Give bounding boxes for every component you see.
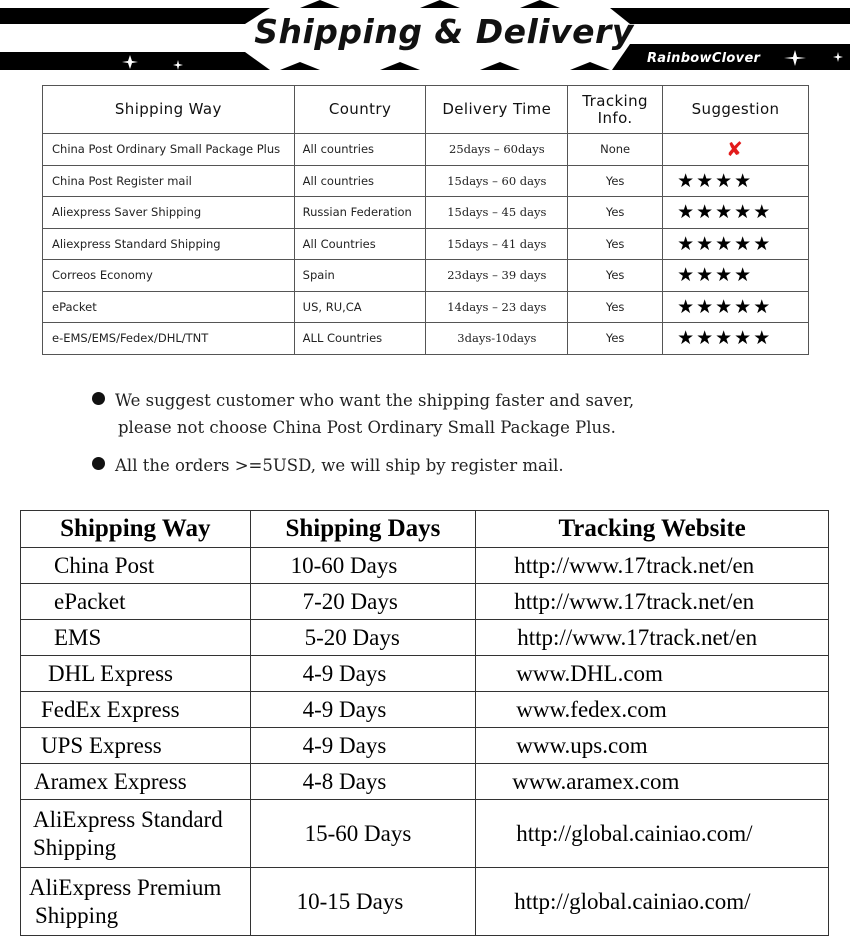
table-row xyxy=(43,134,809,166)
cell-delivery-time: 3days-10days xyxy=(426,323,568,355)
cell-delivery-time: 14days – 23 days xyxy=(426,291,568,323)
tracking-link[interactable]: www.DHL.com xyxy=(476,656,829,692)
tracking-link[interactable]: http://www.17track.net/en xyxy=(476,584,829,620)
shipping-way-line2: Shipping xyxy=(35,902,119,928)
cell-country: All countries xyxy=(294,165,426,197)
star-rating-icon: ★★★★★ xyxy=(663,228,809,260)
cell-country: All Countries xyxy=(294,228,426,260)
tracking-website-table xyxy=(20,510,829,936)
cell-shipping-way xyxy=(21,800,251,868)
cell-shipping-way: e-EMS/EMS/Fedex/DHL/TNT xyxy=(43,323,295,355)
cell-delivery-time: 15days – 45 days xyxy=(426,197,568,229)
cell-shipping-days: 5-20 Days xyxy=(250,620,476,656)
cell-tracking: None xyxy=(568,134,663,166)
table-row xyxy=(43,165,809,197)
table-header-row xyxy=(43,86,809,134)
note-line: All the orders >=5USD, we will ship by register mail. xyxy=(115,456,564,475)
note-register-mail xyxy=(92,452,564,479)
cross-icon: ✘ xyxy=(663,134,809,166)
header-tracking-line2: Info. xyxy=(597,108,633,127)
cell-country: All countries xyxy=(294,134,426,166)
cell-tracking: Yes xyxy=(568,291,663,323)
cell-tracking: Yes xyxy=(568,228,663,260)
cell-delivery-time: 15days – 60 days xyxy=(426,165,568,197)
header-country: Country xyxy=(294,86,426,134)
star-rating-icon: ★★★★★ xyxy=(663,291,809,323)
table-row xyxy=(43,323,809,355)
table-row xyxy=(21,728,829,764)
cell-shipping-way: China Post xyxy=(21,548,251,584)
cell-country: ALL Countries xyxy=(294,323,426,355)
cell-tracking: Yes xyxy=(568,323,663,355)
tracking-link[interactable]: http://www.17track.net/en xyxy=(476,548,829,584)
cell-shipping-way: FedEx Express xyxy=(21,692,251,728)
header-delivery-time: Delivery Time xyxy=(426,86,568,134)
cell-tracking: Yes xyxy=(568,197,663,229)
note-line: We suggest customer who want the shipping faster and saver, xyxy=(115,391,635,410)
cell-country: Russian Federation xyxy=(294,197,426,229)
header-tracking-website: Tracking Website xyxy=(476,511,829,548)
table-row xyxy=(21,764,829,800)
table-row xyxy=(21,584,829,620)
shipping-way-line1: AliExpress Premium xyxy=(29,874,222,900)
cell-shipping-way: Correos Economy xyxy=(43,260,295,292)
cell-shipping-days: 7-20 Days xyxy=(250,584,476,620)
cell-shipping-days: 10-15 Days xyxy=(250,868,476,936)
table-row xyxy=(21,656,829,692)
cell-shipping-way: ePacket xyxy=(21,584,251,620)
page-title: Shipping & Delivery xyxy=(254,12,634,51)
note-shipping-suggestion xyxy=(92,387,634,441)
table-row xyxy=(21,800,829,868)
cell-shipping-way: DHL Express xyxy=(21,656,251,692)
header-shipping-way: Shipping Way xyxy=(21,511,251,548)
header-shipping-days: Shipping Days xyxy=(250,511,476,548)
cell-delivery-time: 15days – 41 days xyxy=(426,228,568,260)
cell-shipping-way: UPS Express xyxy=(21,728,251,764)
table-row xyxy=(43,197,809,229)
table-header-row xyxy=(21,511,829,548)
tracking-link[interactable]: www.fedex.com xyxy=(476,692,829,728)
shipping-way-line2: Shipping xyxy=(33,834,117,860)
header-tracking-line1: Tracking xyxy=(582,91,648,110)
table-row xyxy=(43,228,809,260)
tracking-link[interactable]: http://global.cainiao.com/ xyxy=(476,868,829,936)
cell-shipping-days: 4-9 Days xyxy=(250,656,476,692)
cell-shipping-way: ePacket xyxy=(43,291,295,323)
table-row xyxy=(43,260,809,292)
header-shipping-way: Shipping Way xyxy=(43,86,295,134)
shipping-suggestion-table xyxy=(42,85,809,355)
cell-tracking: Yes xyxy=(568,260,663,292)
bullet-icon xyxy=(92,392,105,405)
star-rating-icon: ★★★★★ xyxy=(663,197,809,229)
header-suggestion: Suggestion xyxy=(663,86,809,134)
cell-shipping-way: China Post Register mail xyxy=(43,165,295,197)
brand-name: RainbowClover xyxy=(647,51,761,66)
star-rating-icon: ★★★★★ xyxy=(663,323,809,355)
header-banner xyxy=(0,0,850,72)
cell-shipping-way xyxy=(21,868,251,936)
cell-shipping-days: 10-60 Days xyxy=(250,548,476,584)
cell-shipping-way: EMS xyxy=(21,620,251,656)
cell-shipping-way: Aliexpress Standard Shipping xyxy=(43,228,295,260)
cell-delivery-time: 25days – 60days xyxy=(426,134,568,166)
cell-delivery-time: 23days – 39 days xyxy=(426,260,568,292)
cell-shipping-way: Aliexpress Saver Shipping xyxy=(43,197,295,229)
table-row xyxy=(21,692,829,728)
tracking-link[interactable]: http://www.17track.net/en xyxy=(476,620,829,656)
tracking-link[interactable]: www.aramex.com xyxy=(476,764,829,800)
shipping-way-line1: AliExpress Standard xyxy=(33,806,223,832)
tracking-link[interactable]: www.ups.com xyxy=(476,728,829,764)
table-row xyxy=(21,868,829,936)
cell-shipping-days: 4-9 Days xyxy=(250,692,476,728)
cell-tracking: Yes xyxy=(568,165,663,197)
cell-shipping-way: Aramex Express xyxy=(21,764,251,800)
cell-shipping-days: 4-9 Days xyxy=(250,728,476,764)
cell-country: Spain xyxy=(294,260,426,292)
tracking-link[interactable]: http://global.cainiao.com/ xyxy=(476,800,829,868)
cell-shipping-days: 4-8 Days xyxy=(250,764,476,800)
note-line: please not choose China Post Ordinary Small Package Plus. xyxy=(118,418,616,437)
star-rating-icon: ★★★★ xyxy=(663,165,809,197)
table-row xyxy=(21,548,829,584)
table-row xyxy=(43,291,809,323)
table-row xyxy=(21,620,829,656)
star-rating-icon: ★★★★ xyxy=(663,260,809,292)
cell-shipping-way: China Post Ordinary Small Package Plus xyxy=(43,134,295,166)
cell-country: US, RU,CA xyxy=(294,291,426,323)
bullet-icon xyxy=(92,457,105,470)
cell-shipping-days: 15-60 Days xyxy=(250,800,476,868)
header-tracking-info xyxy=(568,86,663,134)
